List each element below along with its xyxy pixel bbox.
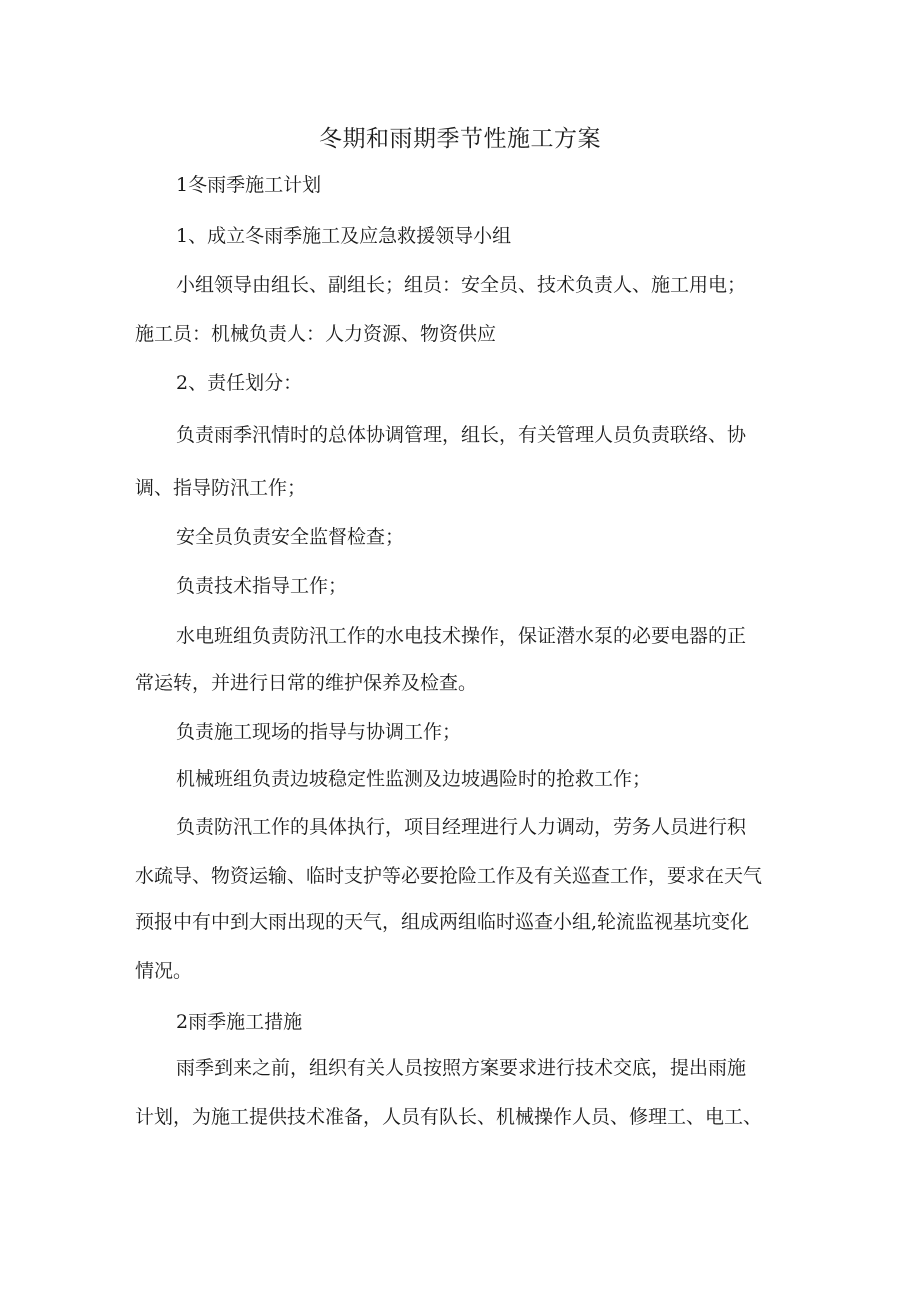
paragraph-line: 雨季到来之前，组织有关人员按照方案要求进行技术交底，提出雨施 (176, 1057, 747, 1079)
paragraph-line: 负责施工现场的指导与协调工作； (176, 721, 462, 743)
paragraph-line: 1、成立冬雨季施工及应急救援领导小组 (176, 225, 512, 247)
section-heading-1: 1冬雨季施工计划 (176, 174, 322, 196)
paragraph-line: 常运转，并进行日常的维护保养及检查。 (135, 672, 478, 694)
paragraph-line: 负责雨季汛情时的总体协调管理，组长，有关管理人员负责联络、协 (176, 424, 747, 446)
paragraph-line: 水电班组负责防汛工作的水电技术操作，保证潜水泵的必要电器的正 (176, 625, 747, 647)
paragraph-line: 机械班组负责边坡稳定性监测及边坡遇险时的抢救工作； (176, 768, 652, 790)
paragraph-line: 负责防汛工作的具体执行，项目经理进行人力调动，劳务人员进行积 (176, 816, 747, 838)
paragraph-line: 调、指导防汛工作； (135, 477, 307, 499)
paragraph-line: 小组领导由组长、副组长；组员：安全员、技术负责人、施工用电； (176, 274, 747, 296)
paragraph-line: 情况。 (135, 960, 193, 982)
paragraph-line: 2、责任划分： (176, 372, 303, 394)
paragraph-line: 安全员负责安全监督检查； (176, 526, 405, 548)
document-title: 冬期和雨期季节性施工方案 (319, 126, 601, 152)
paragraph-line: 水疏导、物资运输、临时支护等必要抢险工作及有关巡查工作，要求在天气 (135, 865, 763, 887)
section-heading-2: 2雨季施工措施 (176, 1011, 303, 1033)
paragraph-line: 施工员：机械负责人：人力资源、物资供应 (135, 323, 497, 345)
paragraph-line: 预报中有中到大雨出现的天气，组成两组临时巡查小组,轮流监视基坑变化 (135, 911, 750, 933)
paragraph-line: 负责技术指导工作； (176, 575, 348, 597)
paragraph-line: 计划，为施工提供技术准备，人员有队长、机械操作人员、修理工、电工、 (135, 1106, 763, 1128)
